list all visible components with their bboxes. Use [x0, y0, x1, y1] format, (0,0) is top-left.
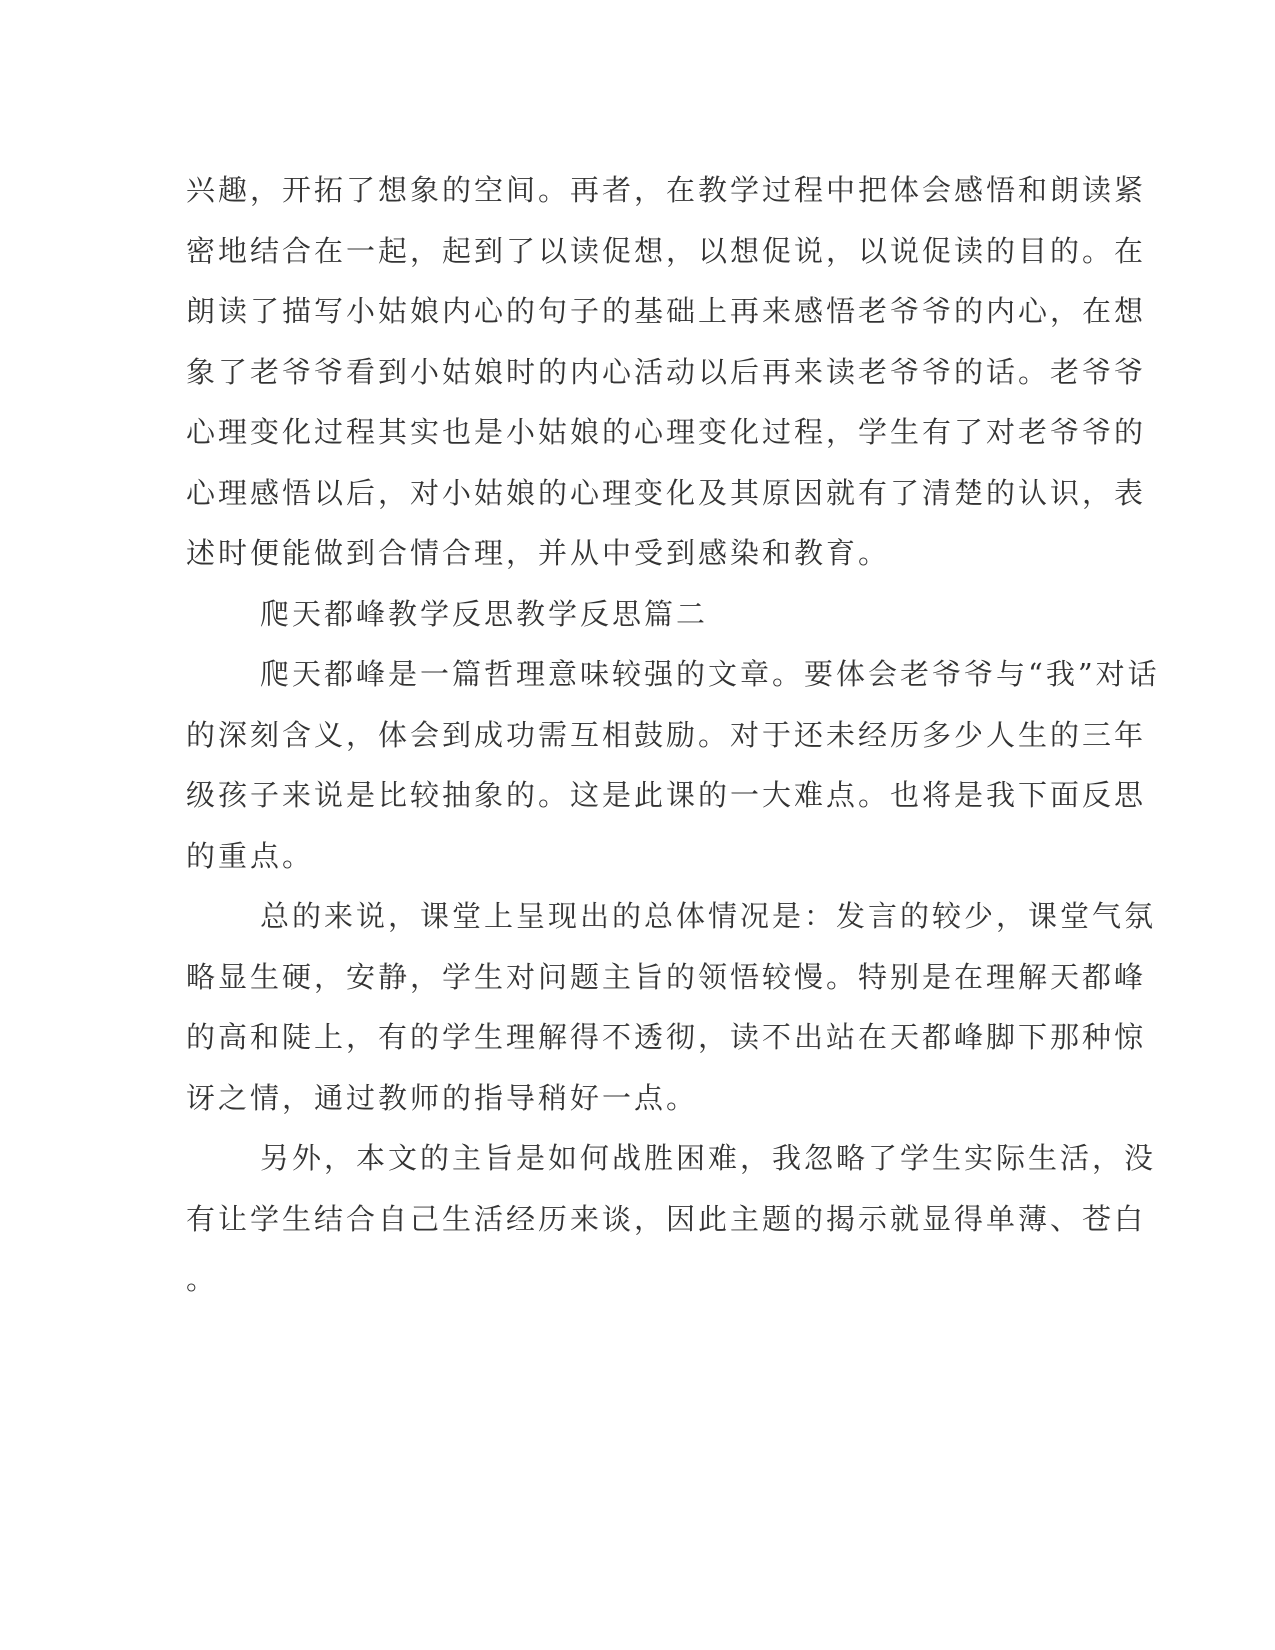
paragraph-3-line-2: 略显生硬，安静，学生对问题主旨的领悟较慢。特别是在理解天都峰	[186, 959, 1147, 994]
paragraph-4-line-3: 。	[186, 1262, 219, 1296]
paragraph-1-line-3: 朗读了描写小姑娘内心的句子的基础上再来感悟老爷爷的内心，在想	[186, 294, 1147, 328]
paragraph-3-line-3: 的高和陡上，有的学生理解得不透彻，读不出站在天都峰脚下那种惊	[186, 1020, 1147, 1054]
paragraph-1-line-4: 象了老爷爷看到小姑娘时的内心活动以后再来读老爷爷的话。老爷爷	[186, 354, 1147, 389]
paragraph-4-line-2: 有让学生结合自己生活经历来谈，因此主题的揭示就显得单薄、苍白	[186, 1201, 1147, 1236]
paragraph-2-line-4: 的重点。	[186, 838, 315, 873]
document-body	[186, 160, 1160, 1310]
paragraph-3-line-4: 讶之情，通过教师的指导稍好一点。	[186, 1080, 699, 1115]
paragraph-4-line-1: 另外，本文的主旨是如何战胜困难，我忽略了学生实际生活，没	[260, 1141, 1157, 1175]
paragraph-1-line-2: 密地结合在一起，起到了以读促想，以想促说，以说促读的目的。在	[186, 233, 1147, 268]
section-heading: 爬天都峰教学反思教学反思篇二	[260, 596, 709, 631]
paragraph-1-line-7: 述时便能做到合情合理，并从中受到感染和教育。	[186, 536, 891, 570]
paragraph-2-line-1: 爬天都峰是一篇哲理意味较强的文章。要体会老爷爷与“我”对话	[260, 657, 1160, 691]
paragraph-1-line-5: 心理变化过程其实也是小姑娘的心理变化过程，学生有了对老爷爷的	[186, 415, 1147, 449]
paragraph-2-line-2: 的深刻含义，体会到成功需互相鼓励。对于还未经历多少人生的三年	[186, 717, 1147, 752]
paragraph-2-line-3: 级孩子来说是比较抽象的。这是此课的一大难点。也将是我下面反思	[186, 778, 1147, 812]
paragraph-1-line-6: 心理感悟以后，对小姑娘的心理变化及其原因就有了清楚的认识，表	[186, 475, 1147, 510]
paragraph-3-line-1: 总的来说，课堂上呈现出的总体情况是：发言的较少，课堂气氛	[260, 899, 1157, 933]
paragraph-1-line-1: 兴趣，开拓了想象的空间。再者，在教学过程中把体会感悟和朗读紧	[186, 173, 1147, 207]
